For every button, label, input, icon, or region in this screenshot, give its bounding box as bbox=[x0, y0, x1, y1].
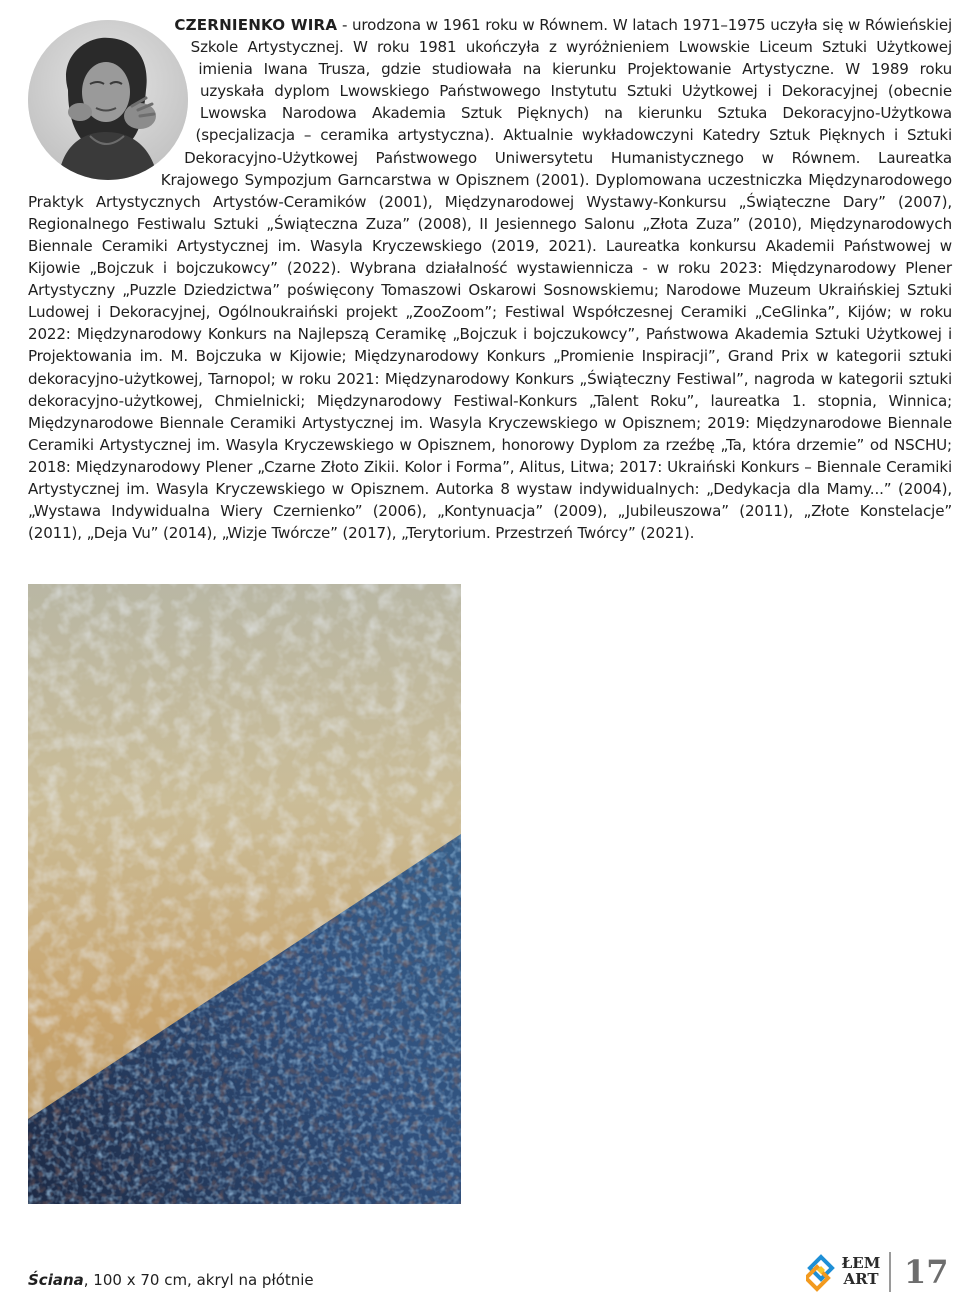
logo-line-2: ART bbox=[843, 1270, 879, 1288]
logo-line-1: ŁEM bbox=[841, 1254, 881, 1272]
lem-art-logo bbox=[806, 1253, 886, 1293]
artwork-title: Ściana bbox=[28, 1271, 84, 1289]
artist-portrait bbox=[28, 20, 188, 180]
bio-text: - urodzona w 1961 roku w Równem. W latach 1971–1975 uczyła się w Rówieńskiej Szkole Artystycznej. W roku 1981 ukończyła z wyróżnieniem Lwowskie Liceum Sztuki Użytkowej imienia Iwana Trusza, gdzie studiowała na kierunku Projektowanie Artystyczne. W 1989 roku uzyskała dyplom Lwowskiego Państwowego Instytutu Sztuki Użytkowej i Dekoracyjnej (obecnie Lwowska Narodowa Akademia Sztuk Pięknych) na kierunku Sztuka Dekoracyjno-Użytkowa (specjalizacja – ceramika artystyczna). Aktualnie wykładowczyni Katedry Sztuk Pięknych i Sztuki Dekoracyjno-Użytkowej Państwowego Uniwersytetu Humanistycznego w Równem. Laureatka Krajowego Sympozjum Garncarstwa w Opisznem (2001). Dyplomowana uczestniczka Międzynarodowego Praktyk Artystycznych Artystów-Ceramików (2001), Międzynarodowej Wystawy-Konkursu „Świąteczne Dary” (2007), Regionalnego Festiwalu Sztuki „Świąteczna Zuza” (2008), II Jesiennego Salonu „Złota Zuza” (2010), Międzynarodowych Biennale Ceramiki Artystycznej im. Wasyla Kryczewskiego (2019, 2021). Laureatka konkursu Akademii Państwowej w Kijowie „Bojczuk i bojczukowcy” (2022). Wybrana działalność wystawiennicza - w roku 2023: Międzynarodowy Plener Artystyczny „Puzzle Dziedzictwa” poświęcony Tomaszowi Oskarowi Sosnowskiemu; Narodowe Muzeum Ukraińskiej Sztuki Ludowej i Dekoracyjnej, Ogólnoukraiński projekt „ZooZoom”; Festiwal Współczesnej Ceramiki „CeGlinka”, Kijów; w roku 2022: Międzynarodowy Konkurs na Najlepszą Ceramikę „Bojczuk i bojczukowcy”, Państwowa Akademia Sztuki Użytkowej i Projektowania im. M. Bojczuka w Kijowie; Międzynarodowy Konkurs „Promienie Inspiracji”, Grand Prix w kategorii sztuki dekoracyjno-użytkowej, Tarnopol; w roku 2021: Międzynarodowy Konkurs „Świąteczny Festiwal”, nagroda w kategorii sztuki dekoracyjno-użytkowej, Chmielnicki; Międzynarodowy Festiwal-Konkurs „Talent Roku”, laureatka 1. stopnia, Winnica; Międzynarodowe Biennale Ceramiki Artystycznej im. Wasyla Kryczewskiego w Opisznem; 2019: Międzynarodowe Biennale Ceramiki Artystycznej im. Wasyla Kryczewskiego w Opisznem, honorowy Dyplom za rzeźbę „Ta, która drzemie” od NSCHU; 2018: Międzynarodowy Plener „Czarne Złoto Zikii. Kolor i Forma”, Alitus, Litwa; 2017: Ukraiński Konkurs – Biennale Ceramiki Artystycznej im. Wasyla Kryczewskiego w Opisznem. Autorka 8 wystaw indywidualnych: „Dedykacja dla Mamy...” (2004), „Wystawa Indywidualna Wiery Czernienko” (2006), „Kontynuacja” (2009), „Jubileuszowa” (2011), „Złote Konstelacje” (2011), „Deja Vu” (2014), „Wizje Twórcze” (2017), „Terytorium. Przestrzeń Twórcy” (2021). bbox=[28, 16, 952, 543]
artwork-details: , 100 x 70 cm, akryl na płótnie bbox=[83, 1271, 314, 1289]
artist-bio bbox=[28, 14, 952, 544]
artwork-image bbox=[28, 584, 461, 1204]
logo-text bbox=[836, 1255, 886, 1287]
logo-mark-icon bbox=[806, 1253, 836, 1293]
artwork-caption bbox=[28, 1271, 314, 1289]
artist-name: CZERNIENKO WIRA bbox=[174, 16, 338, 34]
page-number-divider bbox=[889, 1252, 891, 1292]
page-number: 17 bbox=[904, 1253, 949, 1291]
